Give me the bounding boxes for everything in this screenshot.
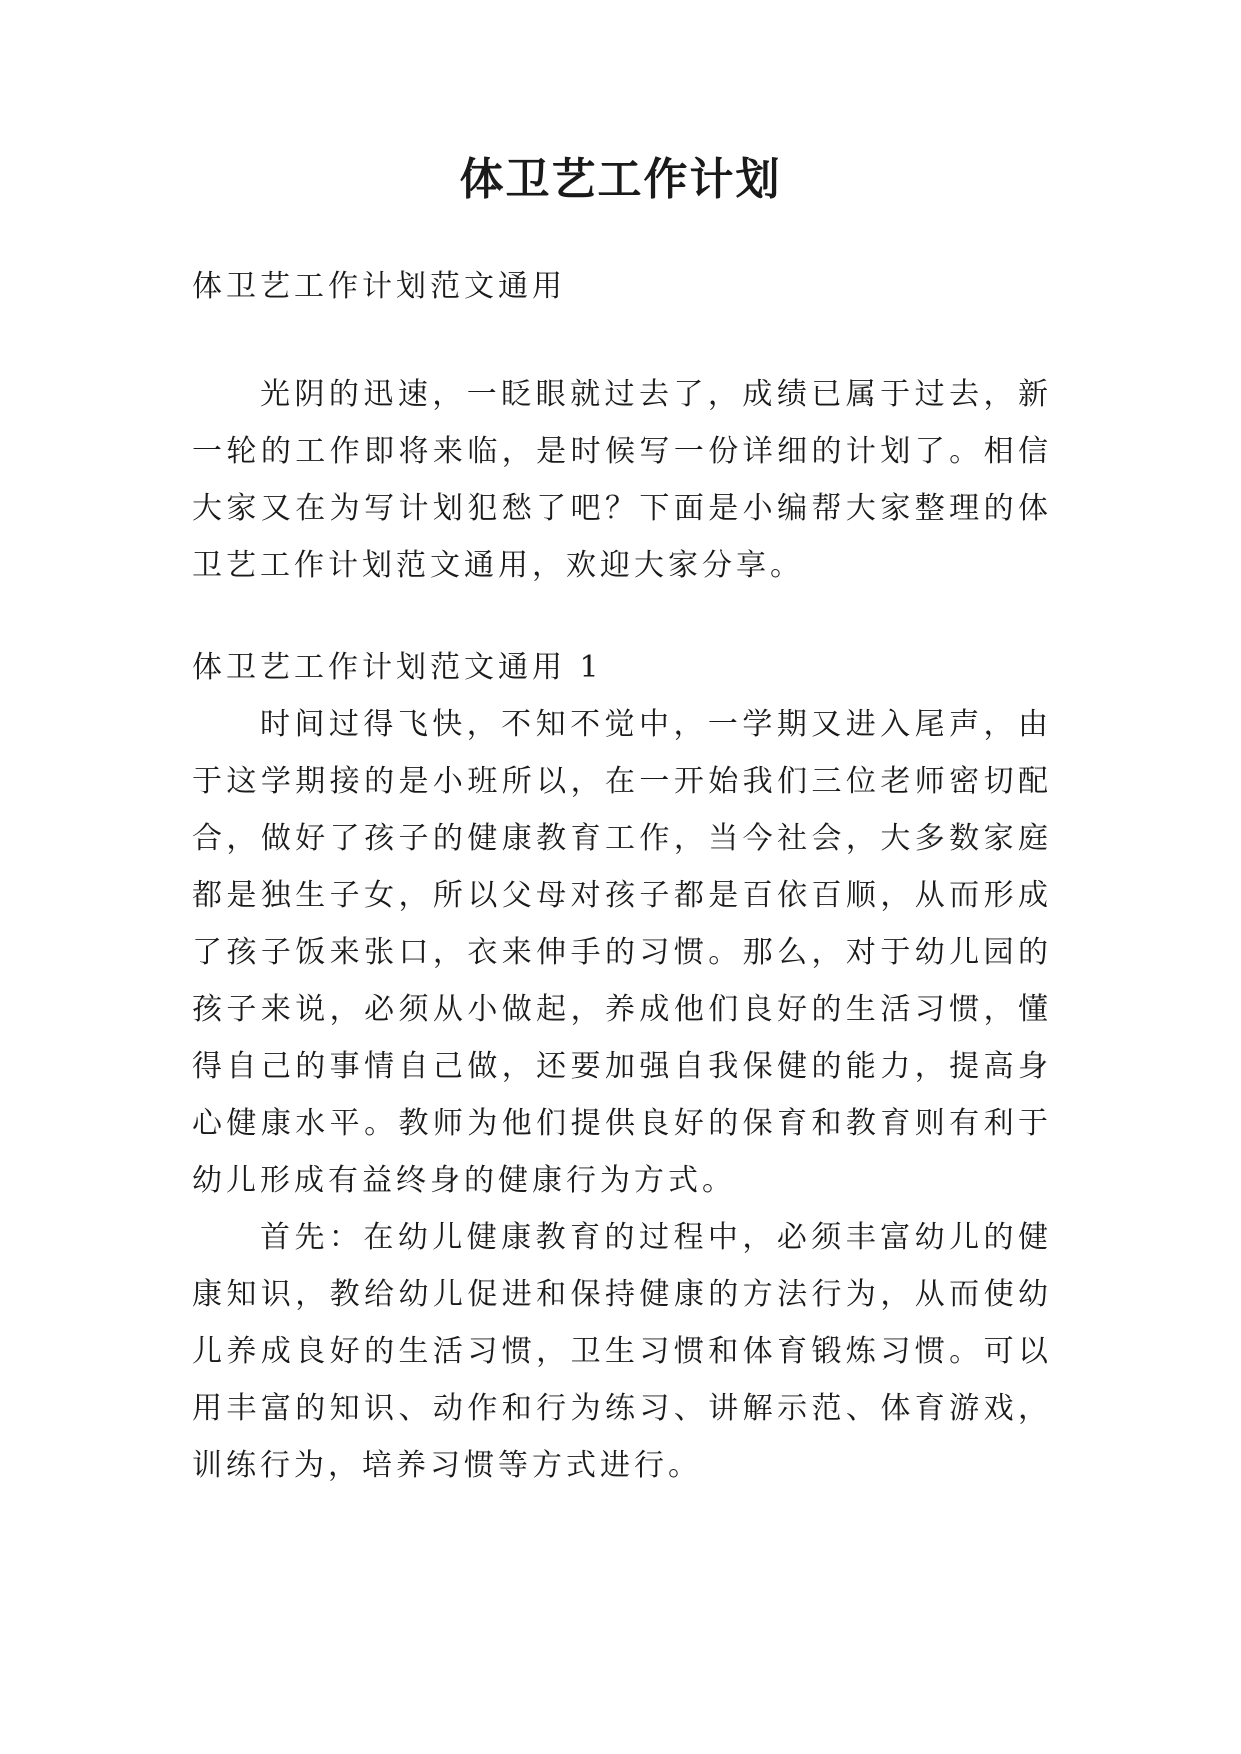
document-body [192, 258, 1052, 1494]
intro-paragraph: 光阴的迅速，一眨眼就过去了，成绩已属于过去，新一轮的工作即将来临，是时候写一份详细的计划了。相信大家又在为写计划犯愁了吧？下面是小编帮大家整理的体卫艺工作计划范文通用，欢迎大家分享。 [192, 377, 1052, 583]
section-heading: 体卫艺工作计划范文通用 1 [192, 650, 603, 685]
body-paragraph-1: 时间过得飞快，不知不觉中，一学期又进入尾声，由于这学期接的是小班所以，在一开始我们三位老师密切配合，做好了孩子的健康教育工作，当今社会，大多数家庭都是独生子女，所以父母对孩子都是百依百顺，从而形成了孩子饭来张口，衣来伸手的习惯。那么，对于幼儿园的孩子来说，必须从小做起，养成他们良好的生活习惯，懂得自己的事情自己做，还要加强自我保健的能力，提高身心健康水平。教师为他们提供良好的保育和教育则有利于幼儿形成有益终身的健康行为方式。 [192, 707, 1052, 1198]
body-paragraph-2: 首先：在幼儿健康教育的过程中，必须丰富幼儿的健康知识，教给幼儿促进和保持健康的方法行为，从而使幼儿养成良好的生活习惯，卫生习惯和体育锻炼习惯。可以用丰富的知识、动作和行为练习、讲解示范、体育游戏，训练行为，培养习惯等方式进行。 [192, 1220, 1052, 1483]
document-title: 体卫艺工作计划 [459, 154, 782, 205]
document-subtitle: 体卫艺工作计划范文通用 [192, 269, 566, 304]
